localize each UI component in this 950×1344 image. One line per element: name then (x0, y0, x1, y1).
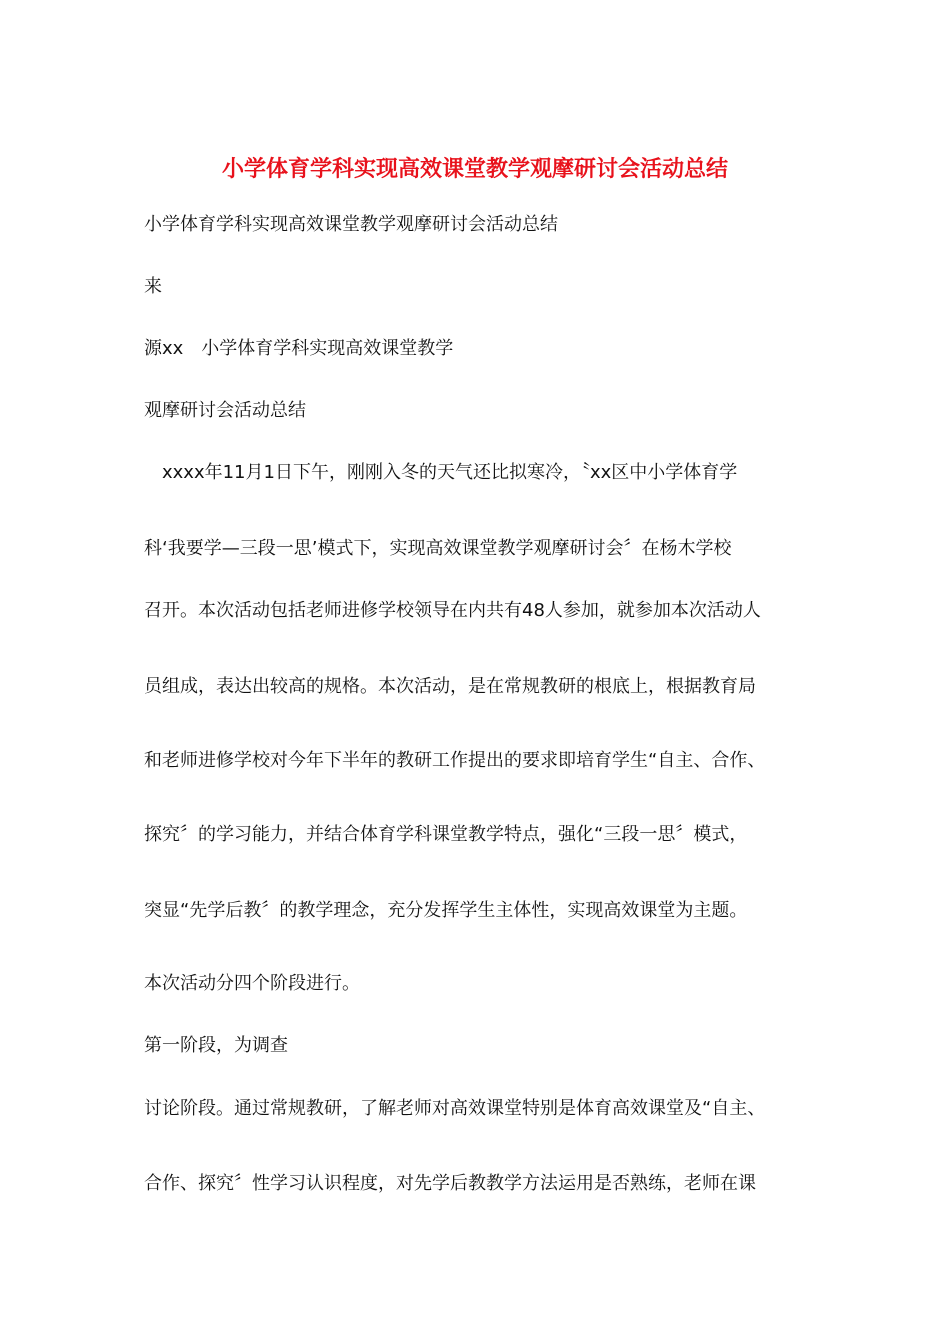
paragraph-line: xxxx年11月1日下午，刚刚入冬的天气还比拟寒冷，〝xx区中小学体育学 (162, 462, 738, 483)
paragraph-line: 员组成，表达出较高的规格。本次活动，是在常规教研的根底上，根据教育局 (144, 676, 756, 697)
paragraph-line: 召开。本次活动包括老师进修学校领导在内共有48人参加，就参加本次活动人 (144, 600, 761, 621)
document-title: 小学体育学科实现高效课堂教学观摩研讨会活动总结 (221, 156, 728, 182)
paragraph-line: 和老师进修学校对今年下半年的教研工作提出的要求即培育学生“自主、合作、 (144, 750, 766, 771)
paragraph-line: 科‘我要学—三段一思’模式下，实现高效课堂教学观摩研讨会〞在杨木学校 (144, 538, 732, 559)
text-line: 源xx 小学体育学科实现高效课堂教学 (144, 338, 454, 359)
text-line: 本次活动分四个阶段进行。 (144, 973, 360, 994)
paragraph-line: 讨论阶段。通过常规教研，了解老师对高效课堂特别是体育高效课堂及“自主、 (144, 1098, 766, 1119)
paragraph-line: 探究〞的学习能力，并结合体育学科课堂教学特点，强化“三段一思〞模式， (144, 824, 748, 845)
text-line: 第一阶段，为调查 (144, 1035, 288, 1056)
paragraph-line: 合作、探究〞性学习认识程度，对先学后教教学方法运用是否熟练，老师在课 (144, 1173, 756, 1194)
text-line: 观摩研讨会活动总结 (144, 400, 306, 421)
text-line: 小学体育学科实现高效课堂教学观摩研讨会活动总结 (144, 214, 558, 235)
text-line: 来 (144, 276, 162, 297)
paragraph-line: 突显“先学后教〞的教学理念，充分发挥学生主体性，实现高效课堂为主题。 (144, 900, 748, 921)
